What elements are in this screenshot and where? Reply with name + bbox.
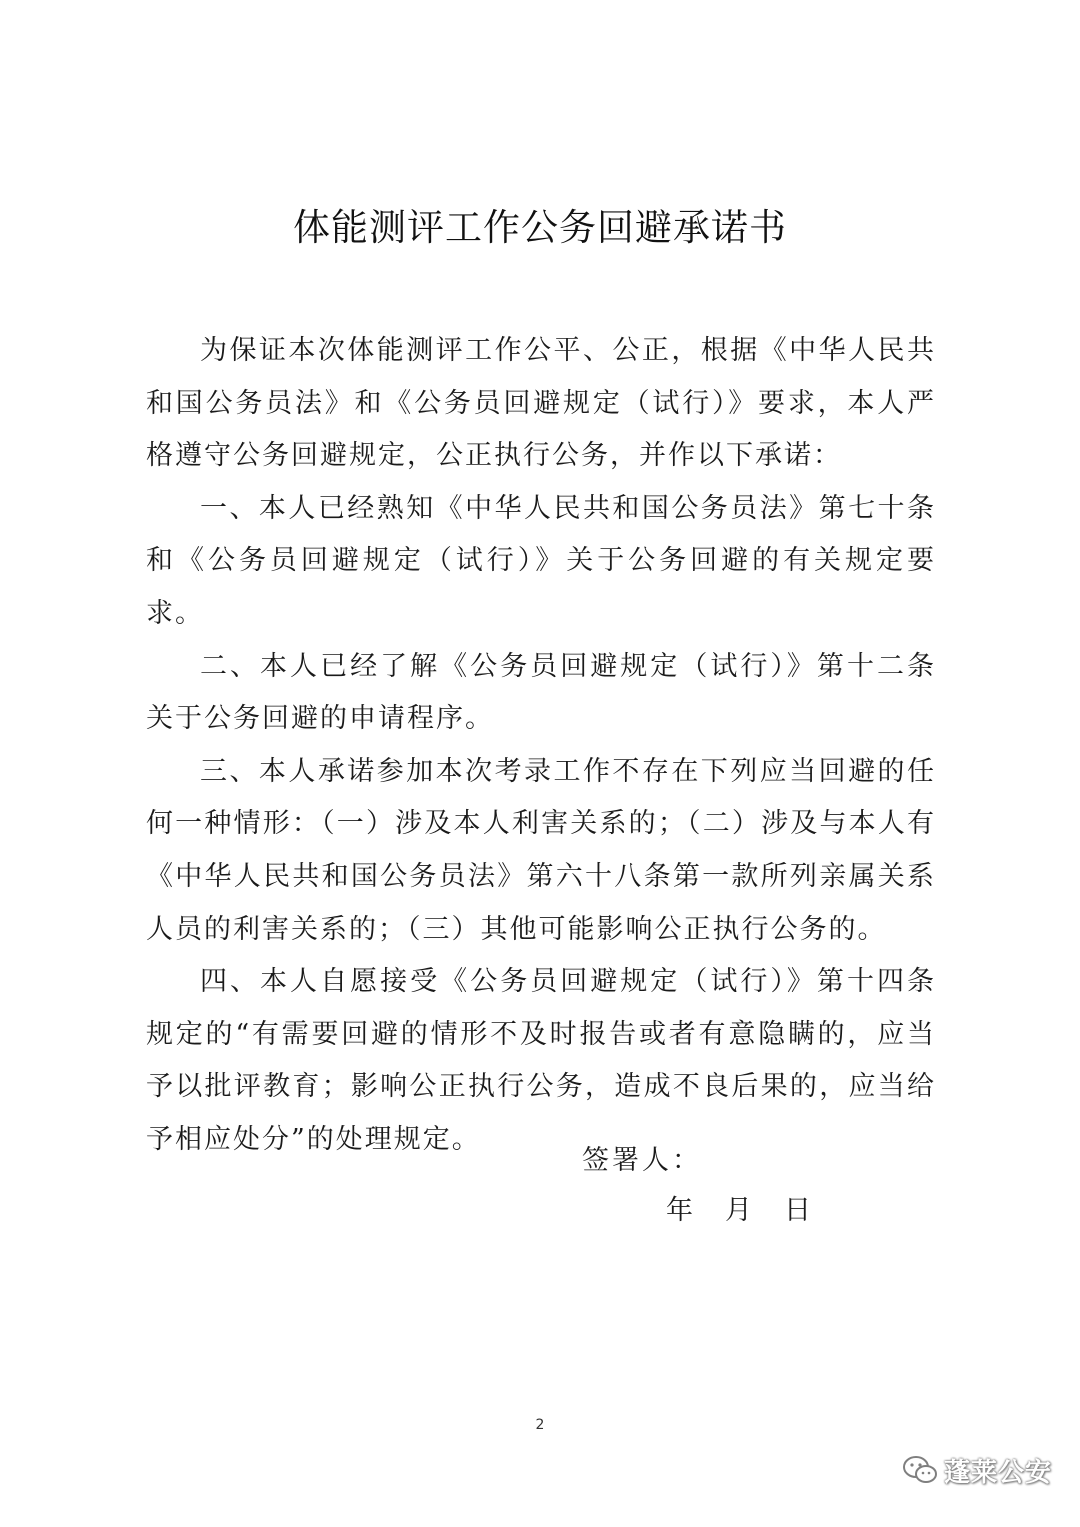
date-day: 日	[784, 1195, 811, 1226]
watermark-text: 蓬莱公安	[944, 1457, 1053, 1488]
commitment-item-2: 二、本人已经了解《公务员回避规定（试行）》第十二条关于公务回避的申请程序。	[146, 650, 936, 735]
document-body	[146, 325, 936, 1167]
intro-paragraph: 为保证本次体能测评工作公平、公正，根据《中华人民共和国公务员法》和《公务员回避规定（试行）》要求，本人严格遵守公务回避规定，公正执行公务，并作以下承诺：	[146, 335, 936, 472]
watermark	[902, 1450, 1052, 1490]
wechat-icon	[902, 1454, 938, 1486]
page-number: 2	[535, 1417, 545, 1433]
commitment-item-4: 四、本人自愿接受《公务员回避规定（试行）》第十四条规定的“有需要回避的情形不及时报告或者有意隐瞒的，应当予以批评教育；影响公正执行公务，造成不良后果的，应当给予相应处分”的处理规定。	[146, 966, 936, 1155]
date-month: 月	[725, 1195, 752, 1226]
signer-label: 签署人：	[582, 1145, 702, 1176]
document-title: 体能测评工作公务回避承诺书	[293, 206, 787, 249]
date-year: 年	[666, 1195, 693, 1226]
commitment-item-3: 三、本人承诺参加本次考录工作不存在下列应当回避的任何一种情形：（一）涉及本人利害关系的；（二）涉及与本人有《中华人民共和国公务员法》第六十八条第一款所列亲属关系人员的利害关系的；（三）其他可能影响公正执行公务的。	[146, 755, 936, 945]
commitment-item-1: 一、本人已经熟知《中华人民共和国公务员法》第七十条和《公务员回避规定（试行）》关于公务回避的有关规定要求。	[146, 492, 936, 629]
date-line	[666, 1188, 811, 1234]
